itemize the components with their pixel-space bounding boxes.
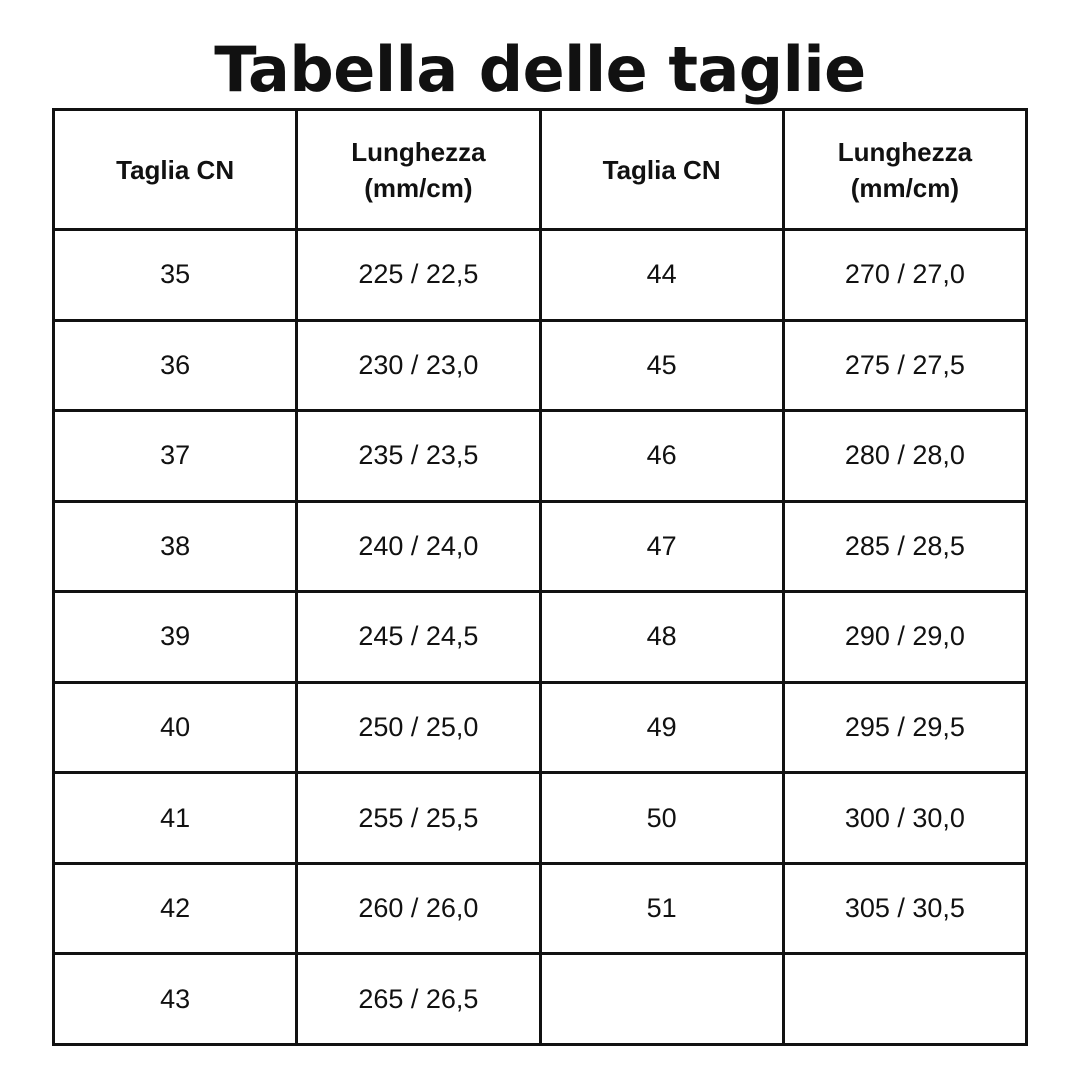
length-cell: 285 / 28,5: [783, 501, 1026, 592]
empty-cell: [540, 954, 783, 1045]
size-cell: 50: [540, 773, 783, 864]
table-row: [54, 230, 1027, 321]
header-length: [783, 110, 1026, 230]
length-cell: 225 / 22,5: [297, 230, 540, 321]
table-row: [54, 592, 1027, 683]
size-cell: 49: [540, 682, 783, 773]
header-label: Taglia CN: [116, 154, 235, 185]
length-cell: 305 / 30,5: [783, 863, 1026, 954]
table-header-row: [54, 110, 1027, 230]
size-cell: 48: [540, 592, 783, 683]
table-row: [54, 863, 1027, 954]
size-cell: 39: [54, 592, 297, 683]
length-cell: 230 / 23,0: [297, 320, 540, 411]
header-label: Lunghezza: [351, 136, 486, 167]
size-cell: 47: [540, 501, 783, 592]
size-cell: 42: [54, 863, 297, 954]
length-cell: 250 / 25,0: [297, 682, 540, 773]
size-chart-table: [52, 108, 1028, 1046]
table-row: [54, 773, 1027, 864]
size-cell: 35: [54, 230, 297, 321]
header-size-cn: [54, 110, 297, 230]
size-cell: 38: [54, 501, 297, 592]
header-size-cn: [540, 110, 783, 230]
size-cell: 36: [54, 320, 297, 411]
length-cell: 235 / 23,5: [297, 411, 540, 502]
size-cell: 41: [54, 773, 297, 864]
empty-cell: [783, 954, 1026, 1045]
table-row: [54, 682, 1027, 773]
header-unit: (mm/cm): [850, 172, 960, 203]
page-title: Tabella delle taglie: [214, 33, 866, 106]
size-cell: 44: [540, 230, 783, 321]
length-cell: 255 / 25,5: [297, 773, 540, 864]
length-cell: 280 / 28,0: [783, 411, 1026, 502]
length-cell: 270 / 27,0: [783, 230, 1026, 321]
length-cell: 295 / 29,5: [783, 682, 1026, 773]
table-row: [54, 954, 1027, 1045]
table-row: [54, 320, 1027, 411]
size-cell: 37: [54, 411, 297, 502]
header-label: Taglia CN: [602, 154, 721, 185]
length-cell: 290 / 29,0: [783, 592, 1026, 683]
size-cell: 46: [540, 411, 783, 502]
header-unit: (mm/cm): [364, 172, 473, 203]
length-cell: 240 / 24,0: [297, 501, 540, 592]
size-cell: 43: [54, 954, 297, 1045]
length-cell: 300 / 30,0: [783, 773, 1026, 864]
table-row: [54, 411, 1027, 502]
size-cell: 40: [54, 682, 297, 773]
size-cell: 45: [540, 320, 783, 411]
length-cell: 260 / 26,0: [297, 863, 540, 954]
table-row: [54, 501, 1027, 592]
header-length: [297, 110, 540, 230]
length-cell: 275 / 27,5: [783, 320, 1026, 411]
length-cell: 245 / 24,5: [297, 592, 540, 683]
length-cell: 265 / 26,5: [297, 954, 540, 1045]
header-label: Lunghezza: [837, 136, 973, 167]
size-cell: 51: [540, 863, 783, 954]
